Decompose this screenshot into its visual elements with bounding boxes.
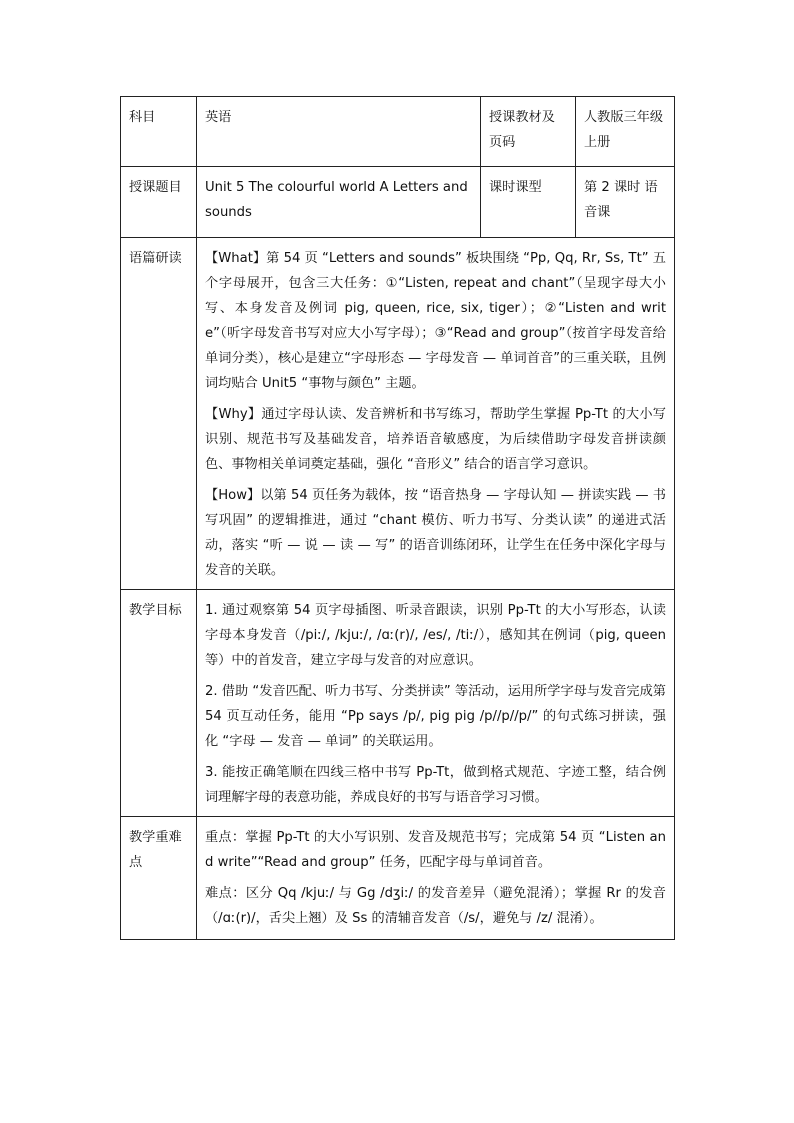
textbook-value: 人教版三年级上册: [576, 97, 675, 167]
difficult-point-paragraph: 难点：区分 Qq /kjuː/ 与 Gg /dʒiː/ 的发音差异（避免混淆）；掌握 Rr 的发音（/ɑː(r)/，舌尖上翘）及 Ss 的清辅音发音（/s/，避免与 /z/ 混淆）。: [205, 886, 666, 926]
table-row: [121, 817, 675, 940]
table-row: [121, 167, 675, 238]
why-paragraph: 【Why】通过字母认读、发音辨析和书写练习，帮助学生掌握 Pp-Tt 的大小写识别、规范书写及基础发音，培养语音敏感度，为后续借助字母发音拼读颜色、事物相关单词奠定基础，强化 “音形义” 结合的语言学习意识。: [205, 407, 666, 472]
topic-label: 授课题目: [121, 167, 197, 238]
key-difficult-label: 教学重难点: [121, 817, 197, 940]
lesson-type-label: 课时课型: [481, 167, 576, 238]
text-analysis-label: 语篇研读: [121, 238, 197, 590]
goal-item-1: 1. 通过观察第 54 页字母插图、听录音跟读，识别 Pp-Tt 的大小写形态，认读字母本身发音（/piː/, /kjuː/, /ɑː(r)/, /es/, /tiː/），感知其在例词（pig, queen 等）中的首发音，建立字母与发音的对应意识。: [205, 603, 666, 668]
key-point-paragraph: 重点：掌握 Pp-Tt 的大小写识别、发音及规范书写；完成第 54 页 “Listen and write”“Read and group” 任务，匹配字母与单词首音。: [205, 830, 666, 870]
subject-label: 科目: [121, 97, 197, 167]
table-row: [121, 590, 675, 817]
table-row: [121, 238, 675, 590]
text-analysis-content: [197, 238, 675, 590]
key-difficult-text: [205, 825, 666, 933]
key-difficult-content: [197, 817, 675, 940]
lesson-plan-table: [120, 96, 675, 940]
goal-item-2: 2. 借助 “发音匹配、听力书写、分类拼读” 等活动，运用所学字母与发音完成第 54 页互动任务，能用 “Pp says /p/, pig pig /p//p//p/” 的句式练习拼读，强化 “字母 — 发音 — 单词” 的关联运用。: [205, 684, 666, 749]
topic-value: Unit 5 The colourful world A Letters and sounds: [197, 167, 481, 238]
table-row: [121, 97, 675, 167]
how-paragraph: 【How】以第 54 页任务为载体，按 “语音热身 — 字母认知 — 拼读实践 — 书写巩固” 的逻辑推进，通过 “chant 模仿、听力书写、分类认读” 的递进式活动，落实 “听 — 说 — 读 — 写” 的语音训练闭环，让学生在任务中深化字母与发音的关联。: [205, 488, 666, 578]
what-paragraph: 【What】第 54 页 “Letters and sounds” 板块围绕 “Pp, Qq, Rr, Ss, Tt” 五个字母展开，包含三大任务：①“Listen, repeat and chant”（呈现字母大小写、本身发音及例词 pig, queen, rice, six, tiger）；②“Listen and write”（听字母发音书写对应大小写字母）；③“Read and group”（按首字母发音给单词分类），核心是建立“字母形态 — 字母发音 — 单词首音”的三重关联，且例词均贴合 Unit5 “事物与颜色” 主题。: [205, 251, 666, 391]
teaching-goals-content: [197, 590, 675, 817]
teaching-goals-label: 教学目标: [121, 590, 197, 817]
subject-value: 英语: [197, 97, 481, 167]
textbook-label: 授课教材及页码: [481, 97, 576, 167]
goal-item-3: 3. 能按正确笔顺在四线三格中书写 Pp-Tt，做到格式规范、字迹工整，结合例词理解字母的表意功能，养成良好的书写与语音学习习惯。: [205, 765, 666, 805]
lesson-type-value: 第 2 课时 语音课: [576, 167, 675, 238]
